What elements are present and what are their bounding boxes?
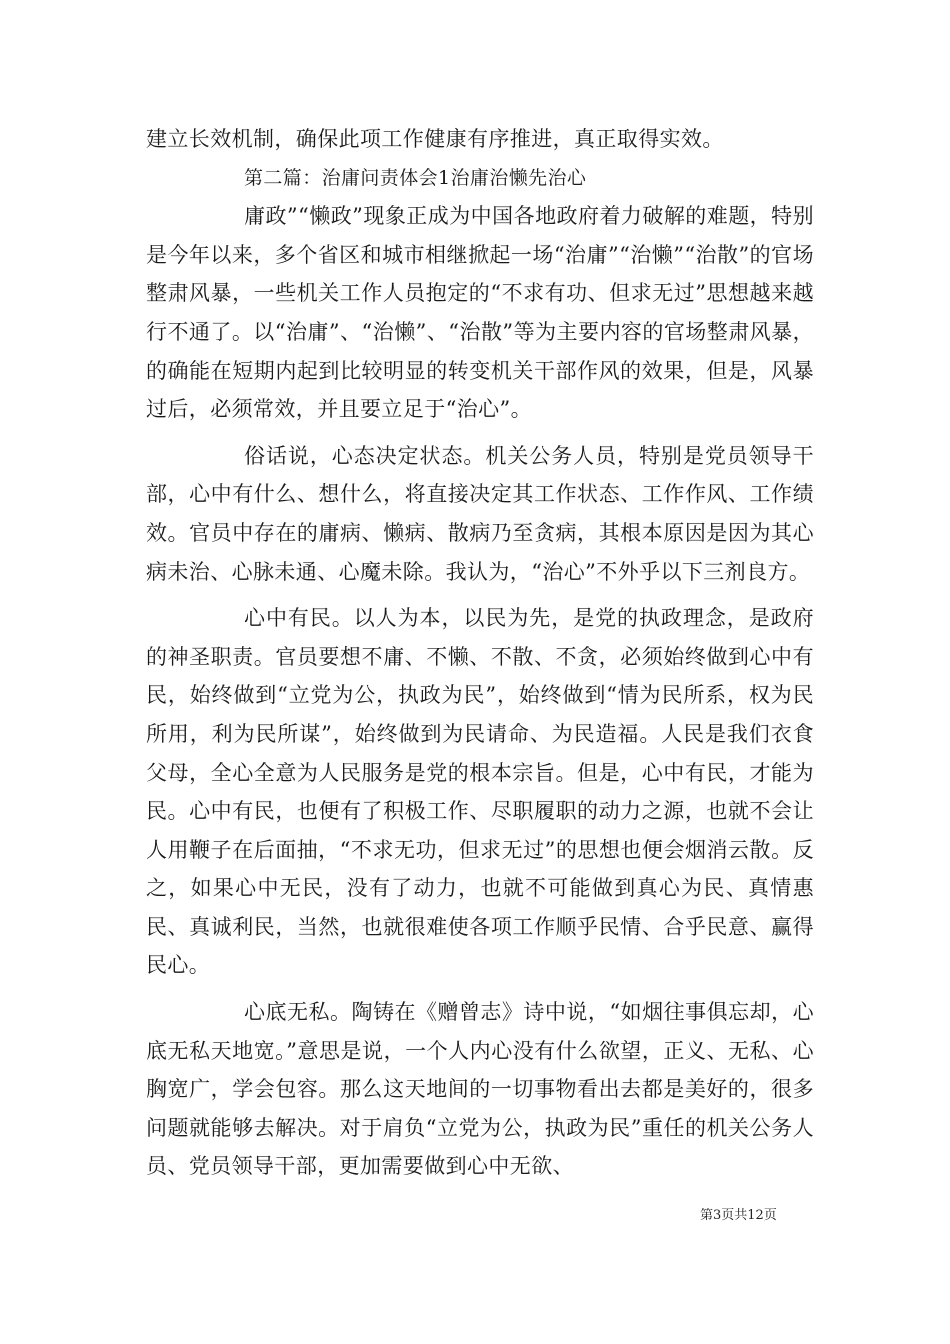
section-heading: 第二篇：治庸问责体会1治庸治懒先治心: [244, 166, 587, 189]
paragraph-mindset: 俗话说，心态决定状态。机关公务人员，特别是党员领导干部，心中有什么、想什么，将直接决定其工作状态、工作作风、工作绩效。官员中存在的庸病、懒病、散病乃至贪病，其根本原因是因为其心病未治、心脉未通、心魔未除。我认为，“治心”不外乎以下三剂良方。: [146, 443, 814, 584]
paragraph-selfless: 心底无私。陶铸在《赠曾志》诗中说，“如烟往事俱忘却，心底无私天地宽。”意思是说，一个人内心没有什么欲望，正义、无私、心胸宽广，学会包容。那么这天地间的一切事物看出去都是美好的，很多问题就能够去解决。对于肩负“立党为公，执政为民”重任的机关公务人员、党员领导干部，更加需要做到心中无欲、: [146, 1000, 814, 1179]
paragraph-continuation: 建立长效机制，确保此项工作健康有序推进，真正取得实效。: [146, 127, 724, 151]
document-body: [146, 120, 814, 1186]
paragraph-people-in-heart: 心中有民。以人为本，以民为先，是党的执政理念，是政府的神圣职责。官员要想不庸、不懒、不散、不贪，必须始终做到心中有民，始终做到“立党为公，执政为民”，始终做到“情为民所系，权为民所用，利为民所谋”，始终做到为民请命、为民造福。人民是我们衣食父母，全心全意为人民服务是党的根本宗旨。但是，心中有民，才能为民。心中有民，也便有了积极工作、尽职履职的动力之源，也就不会让人用鞭子在后面抽，“不求无功，但求无过”的思想也便会烟消云散。反之，如果心中无民，没有了动力，也就不可能做到真心为民、真情惠民、真诚利民，当然，也就很难使各项工作顺乎民情、合乎民意、赢得民心。: [146, 606, 814, 978]
page-number-footer: 第3页共12页: [700, 1208, 777, 1223]
paragraph-intro: 庸政”“懒政”现象正成为中国各地政府着力破解的难题，特别是今年以来，多个省区和城市相继掀起一场“治庸”“治懒”“治散”的官场整肃风暴，一些机关工作人员抱定的“不求有功、但求无过”思想越来越行不通了。以“治庸”、“治懒”、“治散”等为主要内容的官场整肃风暴，的确能在短期内起到比较明显的转变机关干部作风的效果，但是，风暴过后，必须常效，并且要立足于“治心”。: [146, 204, 814, 422]
